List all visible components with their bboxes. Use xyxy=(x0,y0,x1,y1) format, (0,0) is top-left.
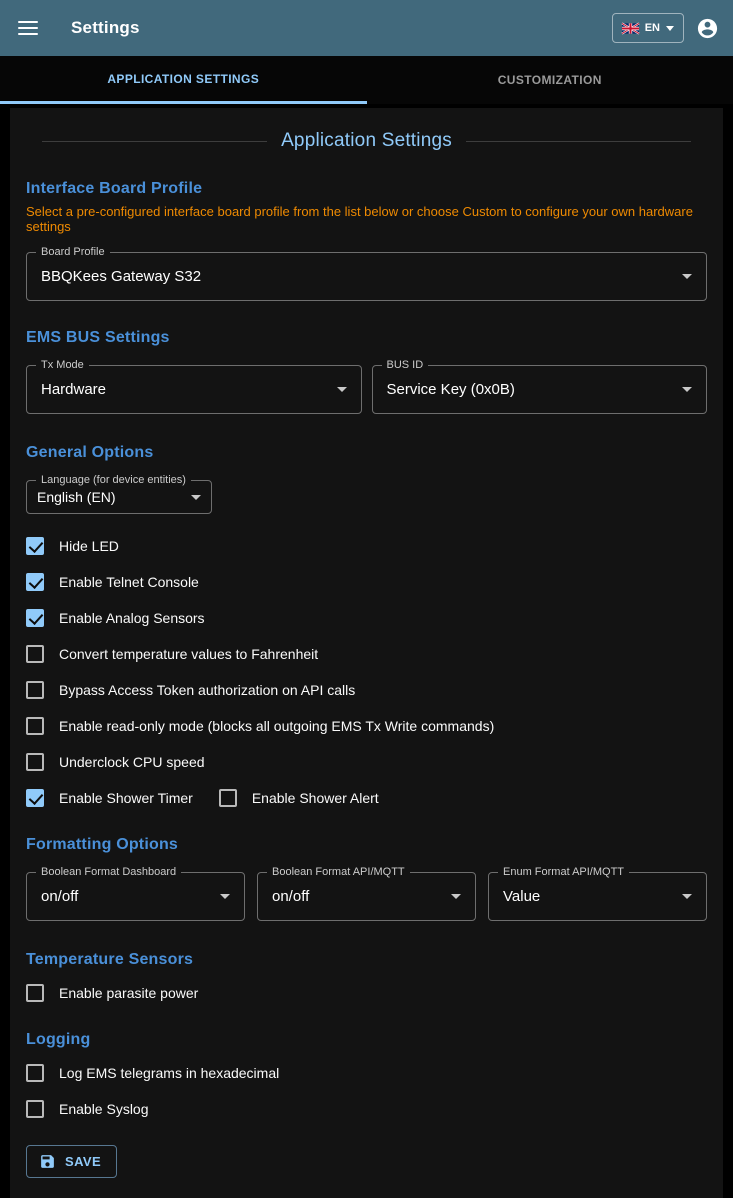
tx-mode-label: Tx Mode xyxy=(36,359,89,371)
page-title: Application Settings xyxy=(281,130,452,152)
save-icon xyxy=(39,1153,56,1170)
checkbox-icon xyxy=(219,789,237,807)
checkbox-enable-shower-timer[interactable]: Enable Shower Timer xyxy=(26,780,193,816)
account-circle-icon xyxy=(696,17,719,40)
arrow-drop-down-icon xyxy=(451,894,461,899)
menu-icon[interactable] xyxy=(18,21,38,35)
bus-id-label: BUS ID xyxy=(382,359,429,371)
language-selector-button[interactable] xyxy=(612,13,684,43)
arrow-drop-down-icon xyxy=(337,387,347,392)
section-formatting-options: Formatting Options xyxy=(26,836,707,854)
checkbox-enable-readonly-mode[interactable]: Enable read-only mode (blocks all outgoing EMS Tx Write commands) xyxy=(26,708,707,744)
uk-flag-icon xyxy=(622,23,639,34)
language-entities-select[interactable] xyxy=(26,480,212,514)
checkbox-enable-parasite-power[interactable]: Enable parasite power xyxy=(26,975,707,1011)
arrow-drop-down-icon xyxy=(682,274,692,279)
board-profile-label: Board Profile xyxy=(36,246,110,258)
checkbox-enable-analog-sensors[interactable]: Enable Analog Sensors xyxy=(26,600,707,636)
app-bar xyxy=(0,0,733,56)
arrow-drop-down-icon xyxy=(220,894,230,899)
bus-id-value: Service Key (0x0B) xyxy=(387,381,515,398)
language-code: EN xyxy=(645,22,660,34)
checkbox-enable-telnet-console[interactable]: Enable Telnet Console xyxy=(26,564,707,600)
save-button[interactable] xyxy=(26,1145,117,1178)
language-entities-value: English (EN) xyxy=(37,489,116,505)
checkbox-icon xyxy=(26,681,44,699)
tx-mode-value: Hardware xyxy=(41,381,106,398)
board-profile-description: Select a pre-configured interface board profile from the list below or choose Custom to configure your own hardware settings xyxy=(26,204,707,234)
page-header-title: Settings xyxy=(71,18,140,38)
checkbox-icon xyxy=(26,609,44,627)
page-title-divider xyxy=(42,130,691,152)
section-logging: Logging xyxy=(26,1031,707,1049)
content-panel xyxy=(10,108,723,1198)
checkbox-enable-syslog[interactable]: Enable Syslog xyxy=(26,1091,707,1127)
enum-format-api-mqtt-select[interactable]: Enum Format API/MQTT Value xyxy=(488,872,707,921)
checkbox-icon xyxy=(26,645,44,663)
tx-mode-select[interactable] xyxy=(26,365,362,414)
checkbox-icon xyxy=(26,573,44,591)
section-temperature-sensors: Temperature Sensors xyxy=(26,951,707,969)
arrow-drop-down-icon xyxy=(682,894,692,899)
section-general-options: General Options xyxy=(26,444,707,462)
arrow-drop-down-icon xyxy=(191,495,201,500)
checkbox-bypass-access-token[interactable]: Bypass Access Token authorization on API calls xyxy=(26,672,707,708)
save-button-label: SAVE xyxy=(65,1154,101,1169)
tab-application-settings[interactable]: APPLICATION SETTINGS xyxy=(0,56,367,104)
checkbox-enable-shower-alert[interactable]: Enable Shower Alert xyxy=(219,780,379,816)
board-profile-value: BBQKees Gateway S32 xyxy=(41,268,201,285)
checkbox-hide-led[interactable]: Hide LED xyxy=(26,528,707,564)
chevron-down-icon xyxy=(666,26,674,31)
language-entities-label: Language (for device entities) xyxy=(36,474,191,486)
checkbox-underclock-cpu[interactable]: Underclock CPU speed xyxy=(26,744,707,780)
section-interface-board-profile: Interface Board Profile xyxy=(26,180,707,198)
checkbox-icon xyxy=(26,537,44,555)
checkbox-icon xyxy=(26,1064,44,1082)
checkbox-icon xyxy=(26,984,44,1002)
section-ems-bus-settings: EMS BUS Settings xyxy=(26,329,707,347)
boolean-format-api-mqtt-select[interactable]: Boolean Format API/MQTT on/off xyxy=(257,872,476,921)
tab-bar xyxy=(0,56,733,104)
bus-id-select[interactable] xyxy=(372,365,708,414)
tab-customization[interactable]: CUSTOMIZATION xyxy=(367,56,733,104)
board-profile-select[interactable] xyxy=(26,252,707,301)
checkbox-icon xyxy=(26,789,44,807)
checkbox-icon xyxy=(26,753,44,771)
checkbox-convert-fahrenheit[interactable]: Convert temperature values to Fahrenheit xyxy=(26,636,707,672)
boolean-format-dashboard-select[interactable]: Boolean Format Dashboard on/off xyxy=(26,872,245,921)
arrow-drop-down-icon xyxy=(682,387,692,392)
account-button[interactable] xyxy=(696,17,719,40)
checkbox-icon xyxy=(26,717,44,735)
checkbox-icon xyxy=(26,1100,44,1118)
checkbox-log-ems-hex[interactable]: Log EMS telegrams in hexadecimal xyxy=(26,1055,707,1091)
